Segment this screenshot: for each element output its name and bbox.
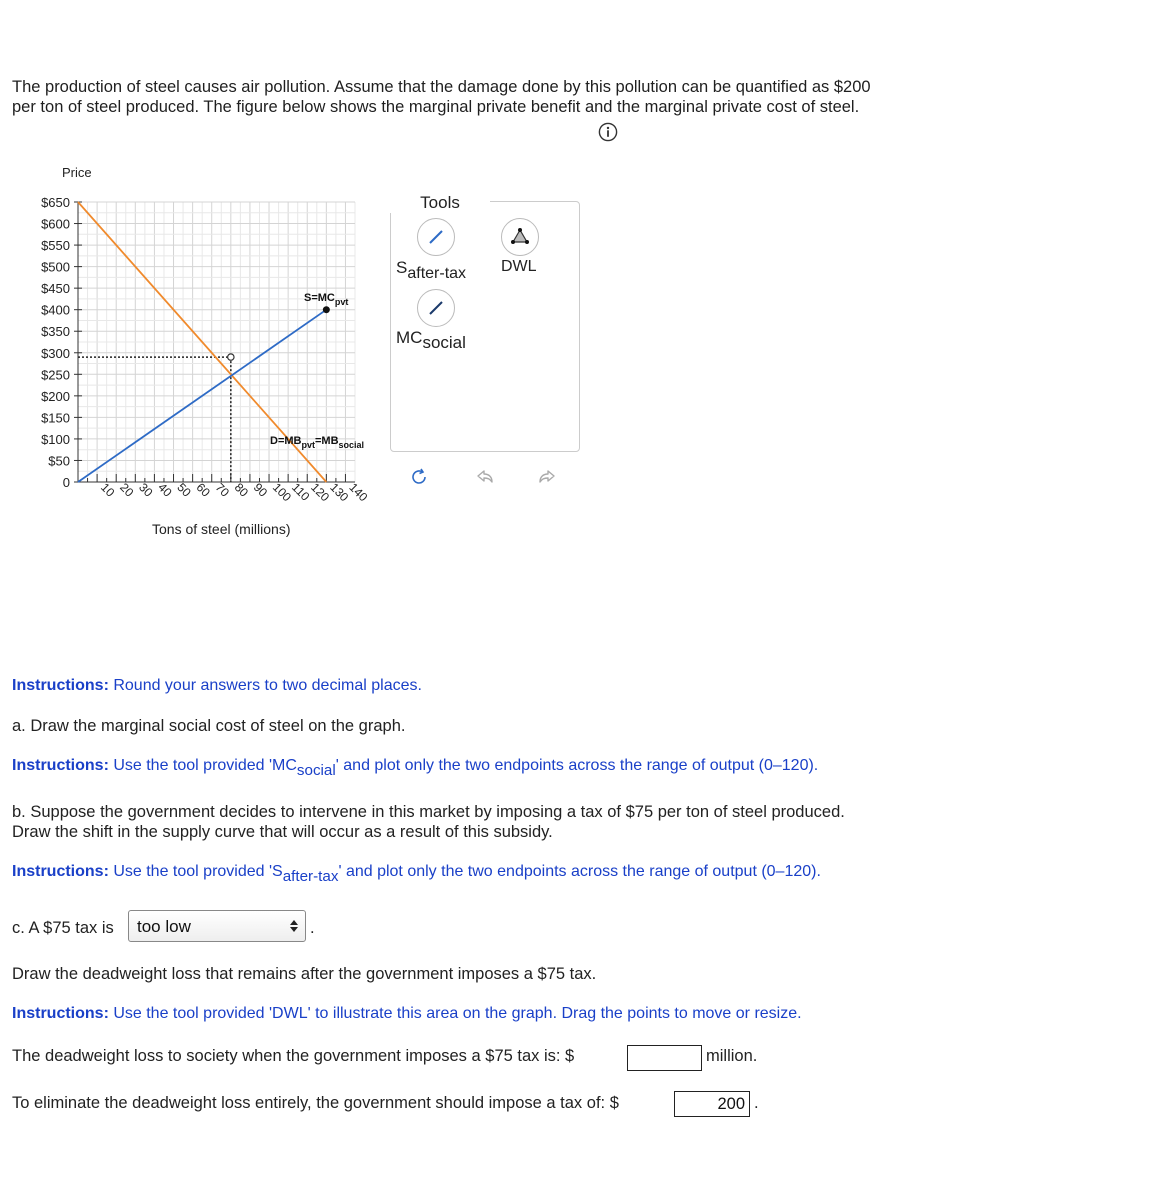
instruction-round-text: Round your answers to two decimal places. <box>108 677 422 694</box>
info-icon[interactable] <box>598 122 618 142</box>
instruction-mc-pre: Use the tool provided 'MC <box>108 757 297 774</box>
x-tick-label: 70 <box>212 480 232 500</box>
x-tick-label: 90 <box>250 480 271 500</box>
tools-title: Tools <box>390 193 490 213</box>
dwl-tool-label: DWL <box>501 258 537 275</box>
reset-icon[interactable] <box>408 466 430 488</box>
y-tick-label: $550 <box>41 238 70 254</box>
mc-social-tool-label <box>396 328 466 352</box>
x-tick-label: 100 <box>269 480 294 505</box>
select-arrows-icon <box>289 917 299 935</box>
instruction-prefix: Instructions: <box>12 757 109 774</box>
y-tick-label: $600 <box>41 216 70 232</box>
y-tick-label: $200 <box>41 388 70 404</box>
mc-social-tool-button[interactable] <box>417 289 455 327</box>
instruction-prefix: Instructions: <box>12 1005 109 1022</box>
y-tick-label: $500 <box>41 259 70 275</box>
line-tool-dark-icon <box>418 290 454 326</box>
instruction-s-post: ' and plot only the two endpoints across the range of output (0–120). <box>338 863 821 880</box>
mc-social-main: MC <box>396 328 423 347</box>
x-tick-label: 50 <box>174 480 194 500</box>
dwl-amount-unit: million. <box>706 1047 758 1065</box>
x-axis-ticks <box>88 474 371 505</box>
instruction-s-after-tax <box>12 863 821 885</box>
dwl-draw-prompt: Draw the deadweight loss that remains after the government imposes a $75 tax. <box>12 965 597 983</box>
question-b-line-1: b. Suppose the government decides to intervene in this market by imposing a tax of $75 per ton of steel produced. <box>12 803 845 821</box>
instruction-dwl-text: Use the tool provided 'DWL' to illustrate this area on the graph. Drag the points to move or resize. <box>108 1005 802 1022</box>
s-after-tax-main: S <box>396 258 408 277</box>
question-b <box>12 802 845 842</box>
instruction-prefix: Instructions: <box>12 863 109 880</box>
x-tick-label: 40 <box>155 480 175 500</box>
y-tick-label: $150 <box>41 410 70 426</box>
dwl-amount-label: The deadweight loss to society when the government imposes a $75 tax is: $ <box>12 1047 575 1065</box>
equilibrium-point <box>228 354 234 360</box>
supply-endpoint <box>323 306 330 313</box>
instruction-s-pre: Use the tool provided 'S <box>108 863 283 880</box>
x-tick-label: 140 <box>346 480 371 505</box>
problem-intro <box>12 77 972 117</box>
question-c-prefix: c. A $75 tax is <box>12 919 114 937</box>
instruction-s-sub: after-tax <box>282 868 339 885</box>
instruction-mc-sub: social <box>296 762 336 779</box>
s-after-tax-tool-button[interactable] <box>417 218 455 256</box>
demand-label-mid: =MB <box>314 435 339 447</box>
demand-label-sub2: social <box>338 440 365 450</box>
y-tick-label: $50 <box>48 453 70 469</box>
supply-label-main: S=MC <box>304 292 335 304</box>
y-tick-label: $450 <box>41 281 70 297</box>
y-tick-label: $350 <box>41 324 70 340</box>
x-tick-label: 80 <box>231 480 252 500</box>
line-tool-blue-icon <box>418 219 454 255</box>
s-after-tax-tool-label <box>396 258 467 282</box>
y-tick-label: $650 <box>41 195 70 210</box>
instruction-round <box>12 677 422 695</box>
s-after-tax-sub: after-tax <box>407 265 467 282</box>
demand-label-sub1: pvt <box>301 440 315 450</box>
instruction-dwl <box>12 1005 802 1023</box>
y-tick-label: $400 <box>41 302 70 318</box>
undo-icon[interactable] <box>474 466 496 488</box>
x-axis-label: Tons of steel (millions) <box>152 521 291 537</box>
eliminate-tax-suffix: . <box>754 1094 759 1112</box>
intro-line-1: The production of steel causes air pollution. Assume that the damage done by this pollution can be quantified as $200 <box>12 78 871 96</box>
mc-social-sub: social <box>422 333 466 352</box>
demand-label-main: D=MB <box>270 435 302 447</box>
x-tick-label: 130 <box>327 480 352 505</box>
x-tick-label: 20 <box>117 480 137 500</box>
instruction-mc-social <box>12 757 819 779</box>
eliminate-tax-input[interactable]: 200 <box>674 1091 750 1117</box>
x-tick-label: 60 <box>193 480 213 500</box>
dwl-amount-input[interactable] <box>627 1045 702 1071</box>
instruction-prefix: Instructions: <box>12 677 109 694</box>
y-tick-label: 0 <box>62 475 70 490</box>
supply-label-sub: pvt <box>334 297 349 307</box>
question-a: a. Draw the marginal social cost of steel on the graph. <box>12 717 406 735</box>
x-tick-label: 30 <box>136 480 156 500</box>
y-axis-ticks <box>41 195 82 490</box>
y-tick-label: $300 <box>41 345 70 361</box>
question-c-suffix: . <box>310 919 315 937</box>
redo-icon[interactable] <box>536 466 558 488</box>
intro-line-2: per ton of steel produced. The figure below shows the marginal private benefit and the marginal private cost of steel. <box>12 98 860 116</box>
y-axis-label: Price <box>62 165 92 180</box>
y-tick-label: $250 <box>41 367 70 383</box>
instruction-mc-post: ' and plot only the two endpoints across the range of output (0–120). <box>335 757 819 774</box>
tax-assessment-select[interactable] <box>128 910 306 942</box>
tax-assessment-selected: too low <box>137 917 191 936</box>
dwl-tool-button[interactable] <box>501 218 539 256</box>
x-tick-label: 10 <box>97 480 118 500</box>
x-tick-label: 110 <box>289 480 313 504</box>
supply-demand-graph[interactable] <box>20 160 390 550</box>
y-tick-label: $100 <box>41 431 70 447</box>
x-tick-label: 120 <box>308 480 333 505</box>
triangle-tool-icon <box>502 219 538 255</box>
question-b-line-2: Draw the shift in the supply curve that will occur as a result of this subsidy. <box>12 823 553 841</box>
eliminate-tax-label: To eliminate the deadweight loss entirely, the government should impose a tax of: $ <box>12 1094 619 1112</box>
